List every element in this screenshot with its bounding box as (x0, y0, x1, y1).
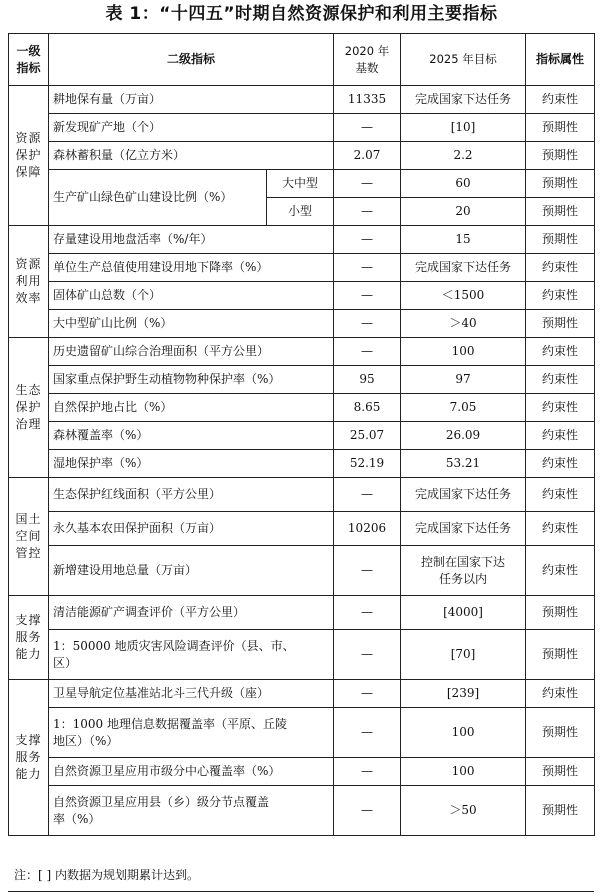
attribute-cell: 约束性 (526, 366, 595, 394)
table-row (9, 758, 595, 786)
target-cell: 完成国家下达任务 (401, 478, 526, 512)
attribute-cell: 约束性 (526, 546, 595, 596)
base-cell: — (334, 786, 401, 836)
table-title: 表 1：“十四五”时期自然资源保护和利用主要指标 (105, 4, 498, 24)
category-eco-protection: 生态 保护 治理 (9, 338, 49, 478)
table-row (9, 394, 595, 422)
table-row (9, 450, 595, 478)
table-row (9, 596, 595, 630)
attribute-cell: 预期性 (526, 708, 595, 758)
category-resource-protection: 资源 保护 保障 (9, 86, 49, 226)
base-cell: — (334, 478, 401, 512)
table-row (9, 630, 595, 680)
indicator-cell: 单位生产总值使用建设用地下降率（%） (49, 254, 334, 282)
subtype-cell: 小型 (267, 198, 334, 226)
table-row (9, 786, 595, 836)
header-attribute: 指标属性 (526, 34, 595, 86)
indicator-cell: 1：1000 地理信息数据覆盖率（平原、丘陵 地区）（%） (49, 708, 334, 758)
base-cell: — (334, 198, 401, 226)
base-cell: — (334, 338, 401, 366)
category-resource-efficiency: 资源 利用 效率 (9, 226, 49, 338)
attribute-cell: 约束性 (526, 86, 595, 114)
attribute-cell: 约束性 (526, 282, 595, 310)
base-cell: — (334, 114, 401, 142)
base-cell: 2.07 (334, 142, 401, 170)
table-row (9, 366, 595, 394)
target-cell: [70] (401, 630, 526, 680)
bottom-rule (8, 891, 594, 892)
attribute-cell: 预期性 (526, 630, 595, 680)
target-cell: 100 (401, 708, 526, 758)
base-cell: 25.07 (334, 422, 401, 450)
subtype-cell: 大中型 (267, 170, 334, 198)
table-row (9, 282, 595, 310)
base-cell: — (334, 596, 401, 630)
target-cell: 53.21 (401, 450, 526, 478)
header-row (9, 34, 595, 86)
table-row (9, 546, 595, 596)
attribute-cell: 预期性 (526, 310, 595, 338)
target-cell: ＞40 (401, 310, 526, 338)
attribute-cell: 预期性 (526, 226, 595, 254)
header-base2020: 2020 年 基数 (334, 34, 401, 86)
target-cell: ＜1500 (401, 282, 526, 310)
target-cell: 2.2 (401, 142, 526, 170)
table-row (9, 142, 595, 170)
base-cell: — (334, 282, 401, 310)
attribute-cell: 预期性 (526, 786, 595, 836)
attribute-cell: 约束性 (526, 394, 595, 422)
indicator-cell: 森林蓄积量（亿立方米） (49, 142, 334, 170)
target-cell: 15 (401, 226, 526, 254)
table-row (9, 114, 595, 142)
target-cell: 控制在国家下达 任务以内 (401, 546, 526, 596)
base-cell: — (334, 170, 401, 198)
table-row (9, 254, 595, 282)
base-cell: 10206 (334, 512, 401, 546)
attribute-cell: 约束性 (526, 422, 595, 450)
indicator-cell: 自然保护地占比（%） (49, 394, 334, 422)
indicator-cell: 存量建设用地盘活率（%/年） (49, 226, 334, 254)
indicator-cell: 历史遗留矿山综合治理面积（平方公里） (49, 338, 334, 366)
indicator-cell: 耕地保有量（万亩） (49, 86, 334, 114)
target-cell: 60 (401, 170, 526, 198)
base-cell: 8.65 (334, 394, 401, 422)
indicator-cell: 新增建设用地总量（万亩） (49, 546, 334, 596)
indicator-cell: 自然资源卫星应用市级分中心覆盖率（%） (49, 758, 334, 786)
base-cell: 52.19 (334, 450, 401, 478)
table-row (9, 86, 595, 114)
attribute-cell: 预期性 (526, 142, 595, 170)
attribute-cell: 约束性 (526, 254, 595, 282)
attribute-cell: 预期性 (526, 596, 595, 630)
target-cell: 97 (401, 366, 526, 394)
target-cell: [4000] (401, 596, 526, 630)
indicator-cell: 1：50000 地质灾害风险调查评价（县、市、 区） (49, 630, 334, 680)
attribute-cell: 约束性 (526, 680, 595, 708)
table-row (9, 338, 595, 366)
base-cell: — (334, 254, 401, 282)
indicator-cell: 永久基本农田保护面积（万亩） (49, 512, 334, 546)
indicator-cell: 清洁能源矿产调查评价（平方公里） (49, 596, 334, 630)
indicator-cell: 森林覆盖率（%） (49, 422, 334, 450)
base-cell: 95 (334, 366, 401, 394)
target-cell: ＞50 (401, 786, 526, 836)
indicator-cell: 生态保护红线面积（平方公里） (49, 478, 334, 512)
indicator-cell: 大中型矿山比例（%） (49, 310, 334, 338)
target-cell: 完成国家下达任务 (401, 86, 526, 114)
table-row (9, 680, 595, 708)
base-cell: — (334, 758, 401, 786)
category-land-control: 国土 空间 管控 (9, 478, 49, 596)
attribute-cell: 预期性 (526, 114, 595, 142)
base-cell: — (334, 546, 401, 596)
table-row (9, 226, 595, 254)
attribute-cell: 约束性 (526, 478, 595, 512)
table-row (9, 478, 595, 512)
target-cell: [239] (401, 680, 526, 708)
header-level2: 二级指标 (49, 34, 334, 86)
attribute-cell: 预期性 (526, 198, 595, 226)
indicator-cell: 卫星导航定位基准站北斗三代升级（座） (49, 680, 334, 708)
category-support-1: 支撑 服务 能力 (9, 596, 49, 680)
target-cell: [10] (401, 114, 526, 142)
attribute-cell: 预期性 (526, 758, 595, 786)
target-cell: 7.05 (401, 394, 526, 422)
target-cell: 完成国家下达任务 (401, 512, 526, 546)
header-level1: 一级 指标 (9, 34, 49, 86)
table-row (9, 170, 595, 198)
header-target2025: 2025 年目标 (401, 34, 526, 86)
attribute-cell: 预期性 (526, 170, 595, 198)
table-row (9, 310, 595, 338)
target-cell: 100 (401, 338, 526, 366)
indicator-cell: 湿地保护率（%） (49, 450, 334, 478)
base-cell: — (334, 226, 401, 254)
indicator-cell: 自然资源卫星应用县（乡）级分节点覆盖 率（%） (49, 786, 334, 836)
attribute-cell: 约束性 (526, 450, 595, 478)
table-row (9, 422, 595, 450)
base-cell: 11335 (334, 86, 401, 114)
base-cell: — (334, 310, 401, 338)
indicator-table (8, 33, 595, 836)
indicator-cell: 固体矿山总数（个） (49, 282, 334, 310)
indicator-cell: 新发现矿产地（个） (49, 114, 334, 142)
base-cell: — (334, 630, 401, 680)
target-cell: 26.09 (401, 422, 526, 450)
indicator-cell: 国家重点保护野生动植物物种保护率（%） (49, 366, 334, 394)
base-cell: — (334, 680, 401, 708)
category-support-2: 支撑 服务 能力 (9, 680, 49, 836)
table-row (9, 708, 595, 758)
table-note: 注：[ ] 内数据为规划期累计达到。 (14, 868, 199, 882)
attribute-cell: 约束性 (526, 512, 595, 546)
base-cell: — (334, 708, 401, 758)
target-cell: 完成国家下达任务 (401, 254, 526, 282)
table-row (9, 512, 595, 546)
target-cell: 20 (401, 198, 526, 226)
target-cell: 100 (401, 758, 526, 786)
indicator-cell: 生产矿山绿色矿山建设比例（%） (49, 170, 267, 226)
attribute-cell: 约束性 (526, 338, 595, 366)
